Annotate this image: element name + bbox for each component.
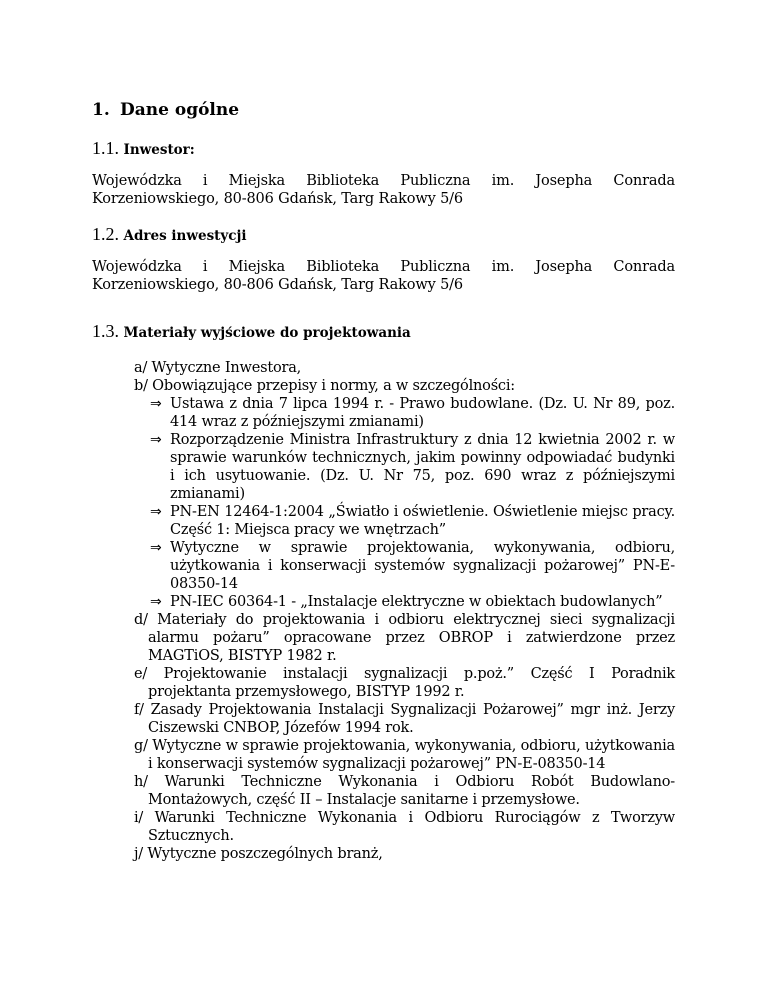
list-subitem-text: Rozporządzenie Ministra Infrastruktury z dnia 12 kwietnia 2002 r. w sprawie warunków technicznych, jakim powinny odpowiadać budynki i ich usytuowanie. (Dz. U. Nr 75, poz. 690 wraz z późniejszymi zmianami): [170, 432, 675, 502]
list-item: g/ Wytyczne w sprawie projektowania, wykonywania, odbioru, użytkowania i konserwacji systemów sygnalizacji pożarowej” PN-E-08350-14: [134, 738, 675, 772]
materials-heading: [92, 320, 411, 344]
arrow-icon: ⇒: [150, 504, 162, 520]
address-title: Adres inwestycji: [123, 228, 247, 244]
list-item: j/ Wytyczne poszczególnych branż,: [134, 846, 383, 862]
section-heading: [92, 99, 239, 121]
investor-title: Inwestor:: [123, 142, 195, 158]
list-subitem-text: Ustawa z dnia 7 lipca 1994 r. - Prawo budowlane. (Dz. U. Nr 89, poz. 414 wraz z późniejszymi zmianami): [170, 396, 675, 430]
list-subitem-text: PN-EN 12464-1:2004 „Światło i oświetlenie. Oświetlenie miejsc pracy. Część 1: Miejsca pracy we wnętrzach”: [170, 504, 675, 538]
address-line-2: Korzeniowskiego, 80-806 Gdańsk, Targ Rakowy 5/6: [92, 277, 463, 293]
investor-heading: [92, 137, 195, 161]
arrow-icon: ⇒: [150, 594, 162, 610]
list-item: e/ Projektowanie instalacji sygnalizacji p.poż.” Część I Poradnik projektanta przemysłowego, BISTYP 1992 r.: [134, 666, 675, 700]
list-subitem: [134, 593, 675, 611]
list-subitem: [134, 431, 675, 503]
address-heading: [92, 223, 246, 247]
list-item: h/ Warunki Techniczne Wykonania i Odbioru Robót Budowlano-Montażowych, część II – Instalacje sanitarne i przemysłowe.: [134, 774, 675, 808]
investor-number: 1.1.: [92, 138, 119, 158]
list-subitem-text: PN-IEC 60364-1 - „Instalacje elektryczne w obiektach budowlanych”: [170, 594, 663, 610]
list-subitem-text: Wytyczne w sprawie projektowania, wykonywania, odbioru, użytkowania i konserwacji systemów sygnalizacji pożarowej” PN-E-08350-14: [170, 540, 675, 592]
address-paragraph: [92, 258, 675, 294]
investor-line-1: Wojewódzka i Miejska Biblioteka Publiczna im. Josepha Conrada: [92, 173, 675, 189]
section-title: Dane ogólne: [120, 100, 240, 120]
list-item: a/ Wytyczne Inwestora,: [134, 360, 302, 376]
arrow-icon: ⇒: [150, 540, 162, 556]
investor-paragraph: [92, 172, 675, 208]
section-number: 1.: [92, 100, 110, 120]
investor-line-2: Korzeniowskiego, 80-806 Gdańsk, Targ Rakowy 5/6: [92, 191, 463, 207]
list-subitem: [134, 539, 675, 593]
list-item: d/ Materiały do projektowania i odbioru elektrycznej sieci sygnalizacji alarmu pożaru” opracowane przez OBROP i zatwierdzone przez MAGTiOS, BISTYP 1982 r.: [134, 612, 675, 664]
materials-number: 1.3.: [92, 321, 119, 341]
materials-list: [134, 359, 675, 863]
list-item: b/ Obowiązujące przepisy i normy, a w szczególności:: [134, 378, 515, 394]
materials-title: Materiały wyjściowe do projektowania: [123, 325, 411, 341]
list-subitem: [134, 503, 675, 539]
address-number: 1.2.: [92, 224, 119, 244]
address-line-1: Wojewódzka i Miejska Biblioteka Publiczna im. Josepha Conrada: [92, 259, 675, 275]
list-item: i/ Warunki Techniczne Wykonania i Odbioru Rurociągów z Tworzyw Sztucznych.: [134, 810, 675, 844]
list-subitem: [134, 395, 675, 431]
arrow-icon: ⇒: [150, 432, 162, 448]
list-item: f/ Zasady Projektowania Instalacji Sygnalizacji Pożarowej” mgr inż. Jerzy Ciszewski CNBOP, Józefów 1994 rok.: [134, 702, 675, 736]
arrow-icon: ⇒: [150, 396, 162, 412]
